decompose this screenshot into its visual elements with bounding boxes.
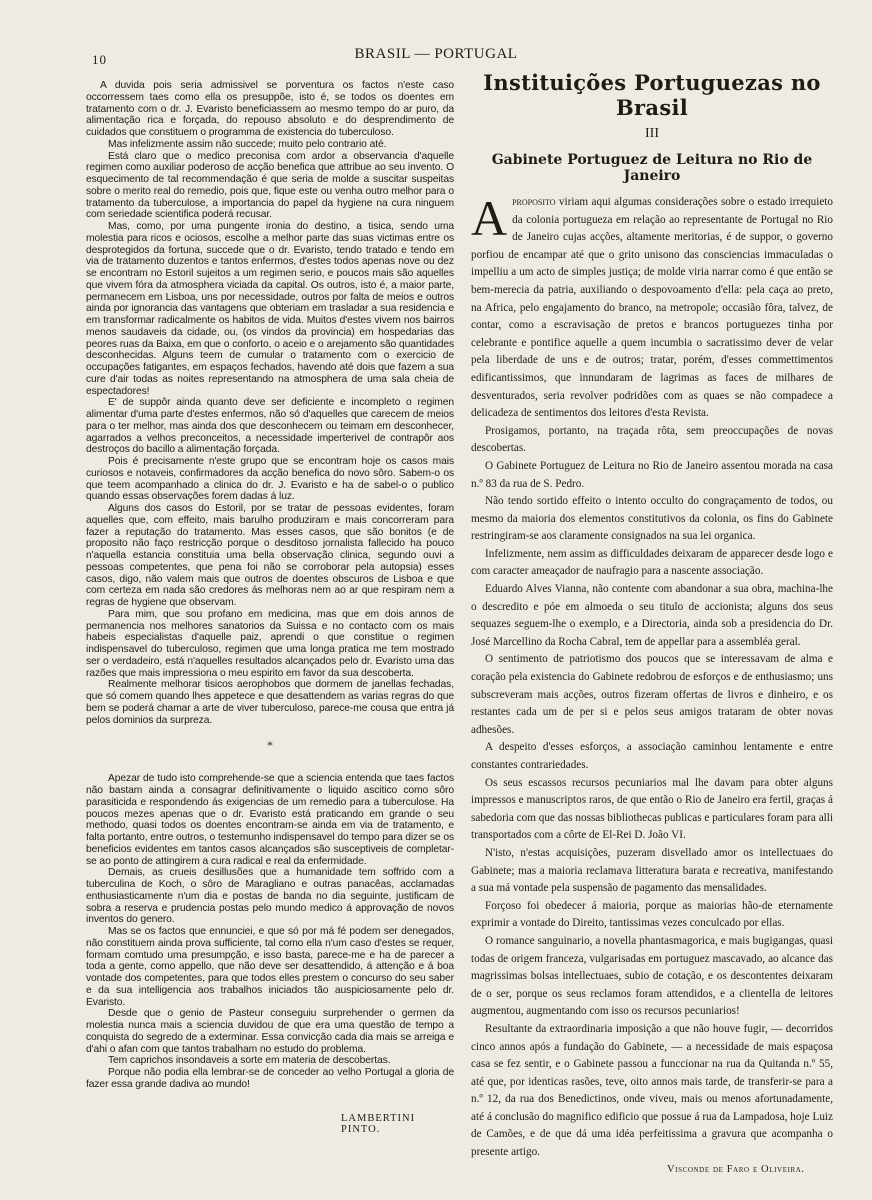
article-paragraph: Apezar de tudo isto comprehende-se que a sciencia entenda que taes factos não bastam ainda a consagrar definitivamente o liquido ascitico como sôro parasiticida e respondendo ás exigencias de um remedio para a tuberculose. Ha poucos mezes apenas que o dr. Evaristo está praticando em grande o seu methodo, quasi todos os doentes encontram-se ainda em via de tratamento, e falta portanto, entre outros, o testemunho indispensavel do tempo para dizer se os beneficios evidentes em tantos casos alcançados são susceptiveis de completar-se ao ponto de attingirem a cura radical e real da enfermidade. (86, 773, 454, 867)
article-paragraph: E' de suppôr ainda quanto deve ser deficiente e incompleto o regimen alimentar d'uma parte d'estes enfermos, não só d'aquelles que carecem de meios para o ter melhor, mas ainda dos que desconhecem ou teimam em desconhecer, agarrados a velhos preconceitos, a necessidade imperterivel de contrapôr aos destroços do bacillo a alimentação forçada. (86, 397, 454, 456)
article-paragraph: A despeito d'esses esforços, a associação caminhou lentamente e entre constantes contrariedades. (471, 741, 833, 771)
article-paragraph: Prosigamos, portanto, na traçada rôta, sem preoccupações de novas descobertas. (471, 424, 833, 455)
article-paragraph: Realmente melhorar tisicos aerophobos que dormem de janellas fechadas, que só comem quando lhes appetece e que desattendem as varias regras do que bem se poderá chamar a arte de viver tuberculoso, parece-me cousa que entra já pelos dominios da surpreza. (86, 679, 454, 726)
lead-text: viriam aqui algumas considerações sobre o estado irrequieto da colonia portugueza em relação ao representante de Portugal no Rio de Janeiro cujas acções, altamente meritorias, é de suppor, o governo porfiou de encampar até que o grito unisono das consciencias immaculadas o impelliu a um acto de simples justiça; de molde viria narrar como é que então se bem-merecia da patria, auxiliando o despovoamento d'ella: pela caça ao preto, na Africa, pelo engajamento do branco, na metropole; occasião fôra, talvez, de contar, como a escravisação de pretos e brancos portuguezes tinha por celebrante e pontifice aquelle a quem incumbia o sacratissimo dever de velar pela liberdade de uns e de outros; tratar, porém, d'esses commettimentos edificantissimos, que innundaram de lagrimas as faces de milhares de desventurados, seria revolver podridões com as quaes se não compadece a delicadeza de sentimentos dos leitores d'esta Revista. (471, 196, 834, 420)
article-paragraph: Pois é precisamente n'este grupo que se encontram hoje os casos mais curiosos e notaveis, confirmadores da acção benefica do novo sôro. Sabem-o os que teem acompanhado a clinica do dr. J. Evaristo e ha de sabel-o o publico quando essas observações forem dadas á luz. (86, 456, 454, 503)
article-paragraph: Está claro que o medico preconisa com ardor a observancia d'aquelle regimen como auxiliar poderoso de acção benefica que attribue ao seu invento. O esquecimento de tal recommendação é que seria de molde a suscitar suspeitas sobre o merito real do remedio, pois que, fique este ou venha outro melhor para o tratamento da tuberculose, a importancia do papel da hygiene na cura ninguem com seriedade scientifica poderá recusar. (86, 150, 454, 221)
article-paragraph: Eduardo Alves Vianna, não contente com abandonar a sua obra, machina-lhe o descredito e póe em almoeda o seu titulo de accionista; alguns dos seus sequazes seguem-lhe o exemplo, e a Directoria, ainda sob a presidencia do Dr. José Marcellino da Rocha Cabral, tem de appellar para a assembléa geral. (471, 583, 833, 648)
left-column (86, 80, 454, 1135)
author-signature: LAMBERTINI PINTO. (341, 1112, 416, 1135)
lead-smallcaps: proposito (512, 196, 556, 208)
article-paragraph: Mas infelizmente assim não succede; muito pelo contrario até. (108, 138, 387, 150)
article-paragraph: Desde que o genio de Pasteur conseguiu surprehender o germen da molestia nunca mais a sciencia duvidou de que era uma questão de tempo a conquista do segredo de a exterminar. Essa convicção cada dia mais se arreiga e d'ahi o afan com que tantos trabalham no estudo do problema. (86, 1008, 454, 1055)
article-paragraph: Não tendo sortido effeito o intento occulto do congraçamento de todos, ou mesmo da maioria dos elementos constitutivos da colonia, os fins do Gabinete restringiram-se aos claramente consignados na sua lei organica. (471, 495, 833, 543)
article-paragraph: Tem caprichos insondaveis a sorte em materia de descobertas. (108, 1055, 391, 1067)
article-paragraph: Mas, como, por uma pungente ironia do destino, a tisica, sendo uma molestia para ricos e ociosos, escolhe a melhor parte das suas victimas entre os desprotegidos da fortuna, succede que o dr. Evaristo, tendo tratado e tendo em via de tratamento duzentos e tantos enfermos, d'estes todos apenas nove ou dez se encontram no Estoril sujeitos a um regimen serio, e poucos mais são aquelles que vivem fóra da atmosphera viciada da capital. Os outros, isto é, a maior parte, permanecem em Lisboa, uns por necessidade, outros por falta de meios e outros ainda por ignorancia das vantagens que obteriam em trasladar a sua residencia e em transformar radicalmente os habitos de vida. Muitos d'estes vivem nos bairros menos saudaveis da cidade, ou, (os vindos da provincia) em hospedarias das peores ruas da Baixa, em que o conforto, o aceio e o arejamento são quantidades desconhecidas. Alguns teem de cumular o tratamento com o exercicio de occupações fatigantes, em espaços fechados, havendo até dois que fazem a sua cure d'air todas as noites representando na atmosphera de uma sala cheia de espectadores! (86, 221, 454, 397)
article-paragraph: Resultante da extraordinaria imposição a que não houve fugir, — decorridos cinco annos após a fundação do Gabinete, — a necessidade de mais espaçosa casa se fez sentir, e o Gabinete passou a funccionar na rua da Quitanda n.º 55, até que, por identicas rasões, teve, oito annos mais tarde, de transferir-se para a n.º 12, da rua dos Benedictinos, onde viveu, mais ou menos afortunadamente, até á conclusão do magnifico edificio que possue á rua da Lampadosa, hoje Luiz de Camões, e de que dá uma idéa perfeitissima a gravura que acompanha o presente artigo. (471, 1022, 833, 1159)
section-separator: * (267, 738, 273, 753)
article-paragraph: Porque não podia ella lembrar-se de conceder ao velho Portugal a gloria de fazer essa grande dadiva ao mundo! (86, 1067, 454, 1090)
article-paragraph: O sentimento de patriotismo dos poucos que se interessavam de alma e coração pela existencia do Gabinete redobrou de esforços e de enthusiasmo; uns subscreveram mais acções, outros fizeram offertas de livros e dinheiro, e os restantes cada um de per si e pelos seus amigos trataram de obter novas adhesões. (471, 653, 833, 736)
article-paragraph: Os seus escassos recursos pecuniarios mal lhe davam para obter alguns impressos e manuscriptos raros, de que então o Rio de Janeiro era fertil, graças á sabedoria com que das nossas bibliothecas publicas e particulares foram para alli transportados com a côrte de El-Rei D. João VI. (471, 776, 833, 842)
article-paragraph: O romance sanguinario, a novella phantasmagorica, e mais bugigangas, quasi todas de origem franceza, vulgarisadas em portuguez mascavado, ao alcance das magrissimas bolsas intellectuaes, subio de cotação, e os descontentes deixaram de o ser, porque os seus reclamos foram attendidos, e a clientella de leitores augmentou, augmentando com isso os recursos pecuniarios! (471, 934, 833, 1018)
page-number: 10 (92, 52, 107, 67)
article-title: Instituições Portuguezas no Brasil (483, 70, 821, 120)
article-paragraph: O Gabinete Portuguez de Leitura no Rio de Janeiro assentou morada na casa n.º 83 da rua de S. Pedro. (471, 459, 833, 490)
article-paragraph: Mas se os factos que ennunciei, e que só por má fé podem ser denegados, não constituem ainda prova sufficiente, tal como ella n'um caso d'estes se requer, formam comtudo uma presumpção, e isso basta, parece-me e ha de parecer a toda a gente, como appello, que não deve ser desattendido, á attenção e á boa vontade dos competentes, para que todos elles prestem o concurso do seu saber e da sua intelligencia aos trabalhos iniciados tão auspiciosamente pelo dr. Evaristo. (86, 926, 454, 1008)
article-paragraph: Infelizmente, nem assim as difficuldades deixaram de apparecer desde logo e com caracter ameaçador de naufragio para a nascente associação. (471, 547, 833, 578)
article-paragraph: Alguns dos casos do Estoril, por se tratar de pessoas evidentes, foram aquelles que, com effeito, mais barulho produziram e mais concorreram para fazer a reputação do tratamento. Mas esses casos, que são bonitos (e de proposito não faço restricção porque o desditoso jornalista fallecido ha pouco n'aquella estancia constituia uma bella observação clinica, segundo ouvi a pessoas competentes, que pena foi não se corroborar pela autopsia) esses casos, digo, não valem mais que outros de doentes obscuros de Lisboa e que com certeza em nada são credores ás melhoras nem ao ar que respiram nem a regras de hygiene que observam. (86, 503, 454, 608)
article-paragraph: Demais, as crueis desillusões que a humanidade tem soffrido com a tuberculina de Koch, o sôro de Maragliano e outras panacêas, acclamadas enthusiasticamente n'um dia e postas de banda no dia seguinte, justificam de sobra a reserva e prudencia postas pelo mundo medico á approvação de novos inventos do genero. (86, 867, 454, 926)
article-paragraph: Para mim, que sou profano em medicina, mas que em dois annos de permanencia nos melhores sanatorios da Suissa e no contacto com os mais habeis especialistas d'aquelle paiz, aprendi o que constitue o regimen indispensavel do tuberculoso, regimen que uma longa pratica me tem mostrado ser o verdadeiro, está n'aquelles resultados alcançados pelo dr. Evaristo uma das razões que mais impressiona o meu espirito em favor da sua descoberta. (86, 608, 454, 679)
running-title: BRASIL — PORTUGAL (354, 46, 518, 62)
article-paragraph: N'isto, n'estas acquisições, puzeram disvellado amor os intellectuaes do Gabinete; mas a maioria reclamava litteratura barata e recreativa, manifestando a sua má vontade pela suspensão de pagamento das mensalidades. (471, 846, 833, 895)
drop-cap: A (471, 190, 508, 246)
right-column (471, 70, 833, 1175)
article-paragraph: A duvida pois seria admissivel se porventura os factos n'este caso occorressem taes como ella os presuppõe, isto é, se todos os doentes em tratamento com o dr. J. Evaristo beneficiassem ao mesmo tempo do ar puro, da alimentação rica e forçada, do repouso absoluto e do desprendimento de cuidados que constituem o programma de existencia do tuberculoso. (86, 80, 454, 138)
series-number: III (645, 126, 659, 141)
lead-paragraph (471, 190, 834, 423)
author-signature: Visconde de Faro e Oliveira. (667, 1163, 805, 1175)
article-paragraph: Forçoso foi obedecer á maioria, porque as maiorias hão-de eternamente exprimir a vontade do Direito, tantissimas vezes conculcado por ellas. (471, 899, 833, 930)
article-subtitle: Gabinete Portuguez de Leitura no Rio de Janeiro (491, 152, 813, 184)
